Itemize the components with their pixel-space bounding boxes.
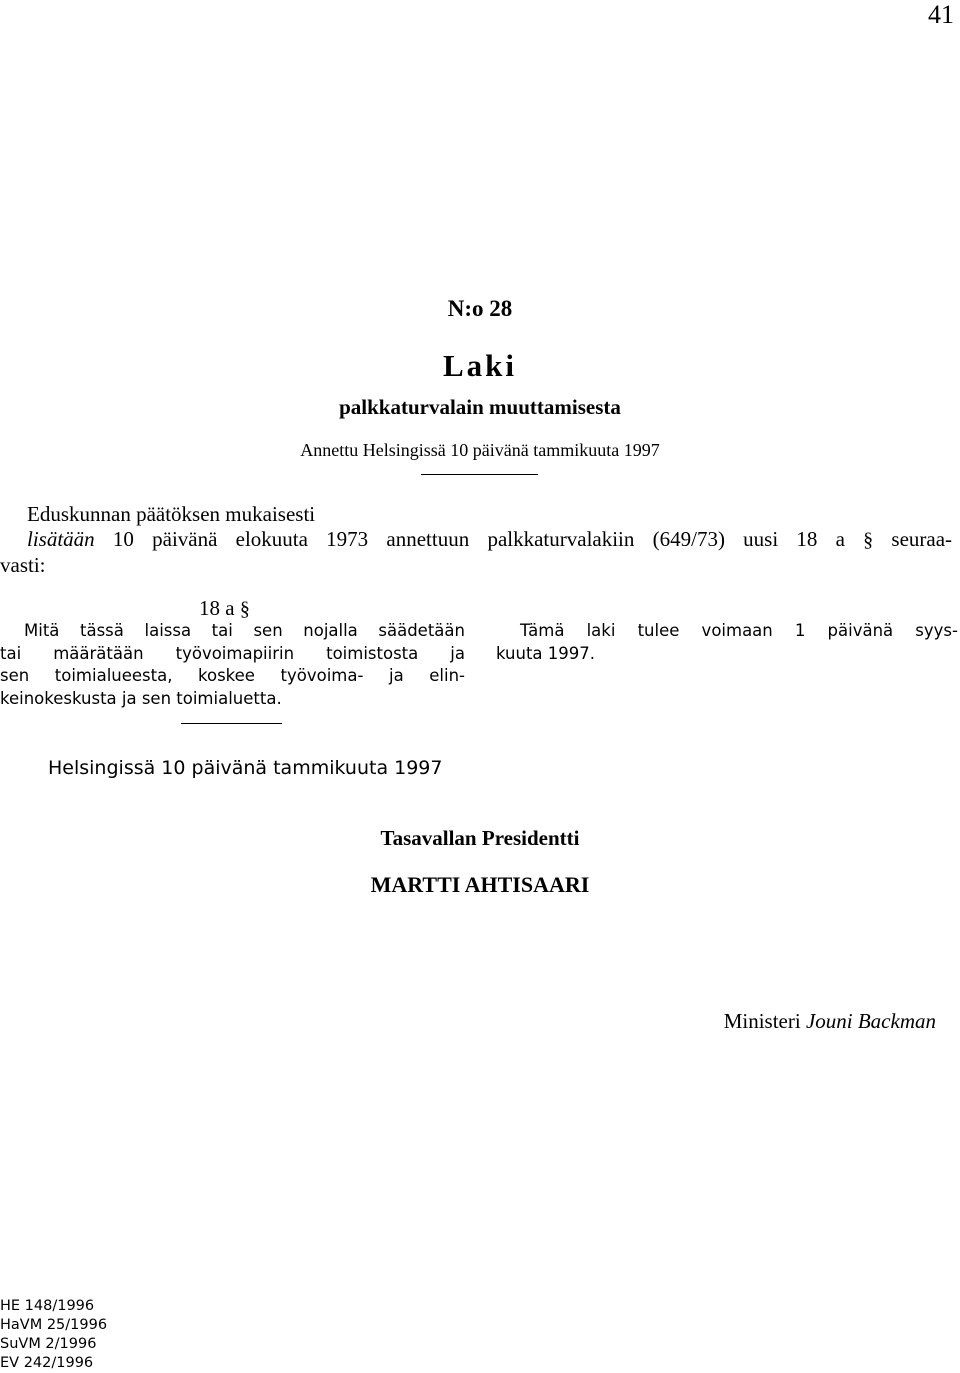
- preamble-verb: lisätään: [27, 527, 95, 551]
- minister-title: Ministeri: [723, 1009, 801, 1033]
- left-column-text: [0, 620, 465, 710]
- section-sign-icon: §: [863, 529, 874, 551]
- right-column-line: kuuta 1997.: [496, 643, 596, 663]
- legislative-references: [0, 1297, 107, 1373]
- president-name: MARTTI AHTISAARI: [370, 872, 590, 897]
- president-title: Tasavallan Presidentti: [380, 826, 580, 850]
- page-number: 41: [928, 0, 954, 29]
- right-column-text: [496, 620, 958, 665]
- left-column-line: keinokeskusta ja sen toimialuetta.: [0, 688, 282, 708]
- preamble-line-1: Eduskunnan päätöksen mukaisesti: [27, 502, 316, 526]
- reference-item: EV 242/1996: [0, 1355, 94, 1371]
- minister-signature: [724, 1009, 936, 1034]
- reference-item: SuVM 2/1996: [0, 1336, 97, 1352]
- preamble: [0, 502, 953, 578]
- left-column-line: tai määrätään työvoimapiirin toimistosta ja: [0, 643, 465, 663]
- reference-item: HE 148/1996: [0, 1298, 95, 1314]
- law-number: N:o 28: [447, 296, 513, 321]
- preamble-line-2-end: seuraa-: [891, 527, 953, 551]
- section-number: 18 a: [199, 596, 235, 620]
- title-divider: [421, 474, 538, 475]
- right-column-line: Tämä laki tulee voimaan 1 päivänä syys-: [520, 621, 958, 640]
- section-divider: [181, 723, 282, 724]
- document-subject: palkkaturvalain muuttamisesta: [339, 395, 621, 419]
- document-type-title: Laki: [442, 348, 518, 383]
- left-column-line: Mitä tässä laissa tai sen nojalla säädetään: [24, 621, 465, 640]
- left-column-line: sen toimialueesta, koskee työvoima- ja elin-: [0, 666, 465, 685]
- preamble-line-2-text: 10 päivänä elokuuta 1973 annettuun palkkaturvalakiin (649/73) uusi 18 a: [94, 527, 845, 551]
- minister-name: Jouni Backman: [805, 1009, 936, 1033]
- section-heading: [199, 596, 250, 621]
- section-sign-icon: §: [239, 598, 250, 620]
- reference-item: HaVM 25/1996: [0, 1317, 108, 1333]
- issued-date-line: Annettu Helsingissä 10 päivänä tammikuuta 1997: [300, 440, 660, 460]
- place-and-date: Helsingissä 10 päivänä tammikuuta 1997: [48, 757, 443, 779]
- preamble-line-3: vasti:: [0, 553, 46, 577]
- preamble-line-2: [27, 527, 952, 553]
